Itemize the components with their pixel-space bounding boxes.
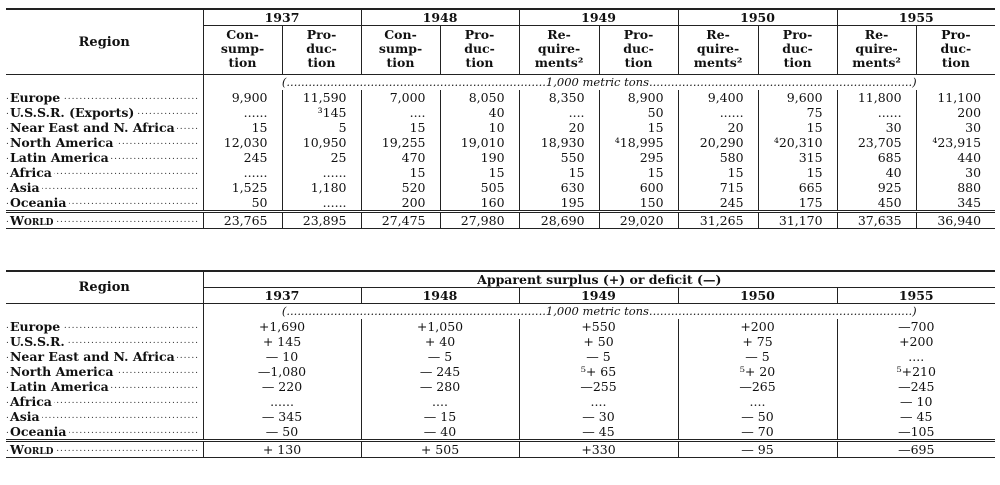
value-cell: 20: [519, 120, 599, 135]
region-cell: [6, 334, 203, 349]
consumption-production-table: [6, 8, 995, 229]
value-cell: — 245: [361, 364, 519, 379]
value-cell: 9,900: [203, 90, 282, 105]
subheader-line: quire-: [537, 41, 581, 56]
value-cell: ⁴23,915: [916, 135, 995, 150]
region-cell: [6, 424, 203, 441]
value-cell: 505: [440, 180, 519, 195]
subheader-line: Re-: [547, 27, 571, 42]
value-cell: 7,000: [361, 90, 440, 105]
subheader-line: Pro-: [306, 27, 337, 42]
value-cell: + 145: [203, 334, 361, 349]
value-cell: 245: [678, 195, 758, 212]
subheader-line: quire-: [696, 41, 740, 56]
subheader-line: ments²: [852, 55, 901, 70]
table-row: [6, 349, 995, 364]
region-label: Oceania: [10, 195, 67, 210]
year-header: 1949: [519, 288, 678, 304]
region-label: World: [10, 213, 54, 228]
subheader-line: quire-: [855, 41, 898, 56]
value-cell: 175: [758, 195, 837, 212]
region-header: Region: [6, 9, 203, 75]
value-cell: + 75: [678, 334, 837, 349]
region-cell: [6, 379, 203, 394]
value-cell: ....: [837, 349, 995, 364]
value-cell: ......: [678, 105, 758, 120]
value-cell: 1,180: [282, 180, 361, 195]
value-cell: ....: [519, 105, 599, 120]
value-cell: 8,350: [519, 90, 599, 105]
value-cell: +1,050: [361, 319, 519, 334]
value-cell: ⁴18,995: [599, 135, 678, 150]
value-cell: 15: [361, 120, 440, 135]
value-cell: ......: [203, 105, 282, 120]
region-label: North America: [10, 135, 114, 150]
value-cell: — 5: [678, 349, 837, 364]
table-row: [6, 379, 995, 394]
value-cell: 550: [519, 150, 599, 165]
value-cell: 20: [678, 120, 758, 135]
value-cell: 295: [599, 150, 678, 165]
value-cell: 440: [916, 150, 995, 165]
world-value-cell: 31,170: [758, 212, 837, 229]
region-label: Oceania: [10, 424, 67, 439]
value-cell: — 345: [203, 409, 361, 424]
value-cell: 50: [203, 195, 282, 212]
value-cell: 11,800: [837, 90, 916, 105]
world-value-cell: 37,635: [837, 212, 916, 229]
subheader-line: Con-: [226, 27, 259, 42]
value-cell: ⁴20,310: [758, 135, 837, 150]
value-cell: ......: [837, 105, 916, 120]
value-cell: 520: [361, 180, 440, 195]
value-cell: 20,290: [678, 135, 758, 150]
value-cell: 50: [599, 105, 678, 120]
year-header: 1949: [519, 9, 678, 26]
value-cell: — 70: [678, 424, 837, 441]
value-cell: 715: [678, 180, 758, 195]
value-cell: 40: [837, 165, 916, 180]
column-subheader: [678, 26, 758, 75]
value-cell: 450: [837, 195, 916, 212]
value-cell: 665: [758, 180, 837, 195]
value-cell: — 45: [837, 409, 995, 424]
value-cell: 190: [440, 150, 519, 165]
region-cell: [6, 195, 203, 212]
table-row: [6, 150, 995, 165]
table-row: [6, 180, 995, 195]
region-cell: [6, 441, 203, 458]
region-cell: [6, 135, 203, 150]
region-cell: [6, 90, 203, 105]
region-cell: [6, 105, 203, 120]
region-cell: [6, 319, 203, 334]
value-cell: ³145: [282, 105, 361, 120]
world-row: [6, 441, 995, 458]
subheader-line: ments²: [534, 55, 584, 70]
value-cell: 925: [837, 180, 916, 195]
value-cell: — 280: [361, 379, 519, 394]
region-label: World: [10, 442, 54, 457]
value-cell: — 15: [361, 409, 519, 424]
table-row: [6, 409, 995, 424]
region-label: Africa: [10, 165, 52, 180]
region-cell: [6, 212, 203, 229]
value-cell: 23,705: [837, 135, 916, 150]
value-cell: 880: [916, 180, 995, 195]
value-cell: 12,030: [203, 135, 282, 150]
value-cell: 195: [519, 195, 599, 212]
table-row: [6, 319, 995, 334]
value-cell: ....: [678, 394, 837, 409]
value-cell: 200: [916, 105, 995, 120]
value-cell: + 40: [361, 334, 519, 349]
value-cell: 19,010: [440, 135, 519, 150]
subheader-line: tion: [465, 55, 494, 70]
value-cell: ......: [203, 165, 282, 180]
column-subheader: [519, 26, 599, 75]
region-label: Latin America: [10, 150, 109, 165]
table-row: [6, 334, 995, 349]
region-cell: [6, 180, 203, 195]
value-cell: + 50: [519, 334, 678, 349]
value-cell: 15: [678, 165, 758, 180]
value-cell: 200: [361, 195, 440, 212]
value-cell: 15: [440, 165, 519, 180]
value-cell: 5: [282, 120, 361, 135]
value-cell: 9,600: [758, 90, 837, 105]
value-cell: —255: [519, 379, 678, 394]
subheader-line: duc-: [782, 41, 813, 56]
value-cell: —700: [837, 319, 995, 334]
subheader-line: tion: [941, 55, 970, 70]
value-cell: 15: [758, 120, 837, 135]
region-label: Africa: [10, 394, 52, 409]
value-cell: +200: [837, 334, 995, 349]
year-header: 1950: [678, 288, 837, 304]
value-cell: ......: [203, 394, 361, 409]
region-cell: [6, 394, 203, 409]
value-cell: 10,950: [282, 135, 361, 150]
value-cell: 15: [361, 165, 440, 180]
subheader-line: sump-: [378, 41, 423, 56]
value-cell: — 220: [203, 379, 361, 394]
subheader-line: duc-: [940, 41, 972, 56]
value-cell: 11,590: [282, 90, 361, 105]
value-cell: 25: [282, 150, 361, 165]
table-row: [6, 120, 995, 135]
value-cell: 18,930: [519, 135, 599, 150]
value-cell: —105: [837, 424, 995, 441]
value-cell: 685: [837, 150, 916, 165]
value-cell: — 50: [203, 424, 361, 441]
subheader-line: Con-: [384, 27, 417, 42]
value-cell: — 30: [519, 409, 678, 424]
region-label: Near East and N. Africa: [10, 349, 175, 364]
region-header: Region: [6, 271, 203, 304]
column-subheader: [599, 26, 678, 75]
subheader-line: Pro-: [464, 27, 495, 42]
world-value-cell: + 130: [203, 441, 361, 458]
column-subheader: [440, 26, 519, 75]
value-cell: ......: [282, 165, 361, 180]
year-header: 1948: [361, 9, 519, 26]
year-header: 1955: [837, 9, 995, 26]
subheader-line: Re-: [864, 27, 889, 42]
subheader-line: tion: [783, 55, 812, 70]
region-label: North America: [10, 364, 114, 379]
value-cell: ....: [361, 105, 440, 120]
region-label: Asia: [10, 180, 40, 195]
region-label: Europe: [10, 90, 61, 105]
unit-note: (.......................................................................1,000 metric tons........................................................................): [203, 75, 995, 91]
subheader-line: sump-: [220, 41, 265, 56]
region-label: U.S.S.R. (Exports): [10, 105, 135, 120]
column-subheader: [837, 26, 916, 75]
value-cell: — 5: [361, 349, 519, 364]
value-cell: 9,400: [678, 90, 758, 105]
span-header: Apparent surplus (+) or deficit (—): [203, 271, 995, 288]
value-cell: 160: [440, 195, 519, 212]
region-cell: [6, 120, 203, 135]
world-value-cell: 31,265: [678, 212, 758, 229]
value-cell: — 45: [519, 424, 678, 441]
world-value-cell: 27,475: [361, 212, 440, 229]
value-cell: 15: [519, 165, 599, 180]
value-cell: 15: [599, 165, 678, 180]
subheader-line: tion: [307, 55, 336, 70]
surplus-deficit-table: [6, 270, 995, 458]
value-cell: 245: [203, 150, 282, 165]
table-row: [6, 90, 995, 105]
value-cell: —1,080: [203, 364, 361, 379]
table-row: [6, 135, 995, 150]
value-cell: 345: [916, 195, 995, 212]
region-label: Europe: [10, 319, 61, 334]
value-cell: 630: [519, 180, 599, 195]
column-subheader: [361, 26, 440, 75]
region-label: U.S.S.R.: [10, 334, 65, 349]
year-header: 1937: [203, 9, 361, 26]
table-row: [6, 424, 995, 441]
value-cell: 75: [758, 105, 837, 120]
value-cell: ......: [282, 195, 361, 212]
value-cell: ....: [361, 394, 519, 409]
value-cell: 1,525: [203, 180, 282, 195]
world-value-cell: 28,690: [519, 212, 599, 229]
value-cell: 15: [758, 165, 837, 180]
table-row: [6, 394, 995, 409]
year-header: 1955: [837, 288, 995, 304]
table-row: [6, 165, 995, 180]
subheader-line: Pro-: [941, 27, 971, 42]
world-value-cell: 27,980: [440, 212, 519, 229]
world-value-cell: 23,895: [282, 212, 361, 229]
year-header: 1950: [678, 9, 837, 26]
value-cell: 470: [361, 150, 440, 165]
value-cell: 600: [599, 180, 678, 195]
region-label: Asia: [10, 409, 40, 424]
year-header: 1948: [361, 288, 519, 304]
value-cell: — 10: [203, 349, 361, 364]
value-cell: ⁵+210: [837, 364, 995, 379]
value-cell: 315: [758, 150, 837, 165]
value-cell: +550: [519, 319, 678, 334]
value-cell: 30: [916, 120, 995, 135]
value-cell: 15: [203, 120, 282, 135]
value-cell: 8,900: [599, 90, 678, 105]
value-cell: 40: [440, 105, 519, 120]
value-cell: ....: [519, 394, 678, 409]
subheader-line: tion: [386, 55, 415, 70]
year-header: 1937: [203, 288, 361, 304]
value-cell: +1,690: [203, 319, 361, 334]
value-cell: 150: [599, 195, 678, 212]
value-cell: — 40: [361, 424, 519, 441]
world-row: [6, 212, 995, 229]
subheader-line: tion: [624, 55, 653, 70]
subheader-line: Pro-: [782, 27, 813, 42]
value-cell: 19,255: [361, 135, 440, 150]
world-value-cell: 29,020: [599, 212, 678, 229]
value-cell: 30: [837, 120, 916, 135]
value-cell: 30: [916, 165, 995, 180]
value-cell: 8,050: [440, 90, 519, 105]
blank-cell: [6, 304, 203, 320]
region-label: Latin America: [10, 379, 109, 394]
column-subheader: [282, 26, 361, 75]
value-cell: ⁵+ 20: [678, 364, 837, 379]
region-cell: [6, 349, 203, 364]
world-value-cell: —695: [837, 441, 995, 458]
region-cell: [6, 150, 203, 165]
subheader-line: ments²: [693, 55, 743, 70]
value-cell: 11,100: [916, 90, 995, 105]
value-cell: — 50: [678, 409, 837, 424]
table-row: [6, 195, 995, 212]
column-subheader: [916, 26, 995, 75]
subheader-line: Re-: [706, 27, 730, 42]
value-cell: +200: [678, 319, 837, 334]
region-label: Near East and N. Africa: [10, 120, 175, 135]
blank-cell: [6, 75, 203, 91]
unit-note: (.......................................................................1,000 metric tons........................................................................): [203, 304, 995, 320]
column-subheader: [203, 26, 282, 75]
world-value-cell: +330: [519, 441, 678, 458]
subheader-line: tion: [228, 55, 257, 70]
subheader-line: duc-: [306, 41, 337, 56]
region-cell: [6, 364, 203, 379]
value-cell: —245: [837, 379, 995, 394]
world-value-cell: — 95: [678, 441, 837, 458]
table-row: [6, 364, 995, 379]
value-cell: ⁵+ 65: [519, 364, 678, 379]
world-value-cell: 36,940: [916, 212, 995, 229]
world-value-cell: 23,765: [203, 212, 282, 229]
subheader-line: duc-: [623, 41, 654, 56]
value-cell: —265: [678, 379, 837, 394]
value-cell: 580: [678, 150, 758, 165]
subheader-line: Pro-: [623, 27, 654, 42]
region-cell: [6, 409, 203, 424]
world-value-cell: + 505: [361, 441, 519, 458]
value-cell: 15: [599, 120, 678, 135]
value-cell: 10: [440, 120, 519, 135]
subheader-line: duc-: [464, 41, 495, 56]
value-cell: — 10: [837, 394, 995, 409]
column-subheader: [758, 26, 837, 75]
value-cell: — 5: [519, 349, 678, 364]
region-cell: [6, 165, 203, 180]
table-row: [6, 105, 995, 120]
